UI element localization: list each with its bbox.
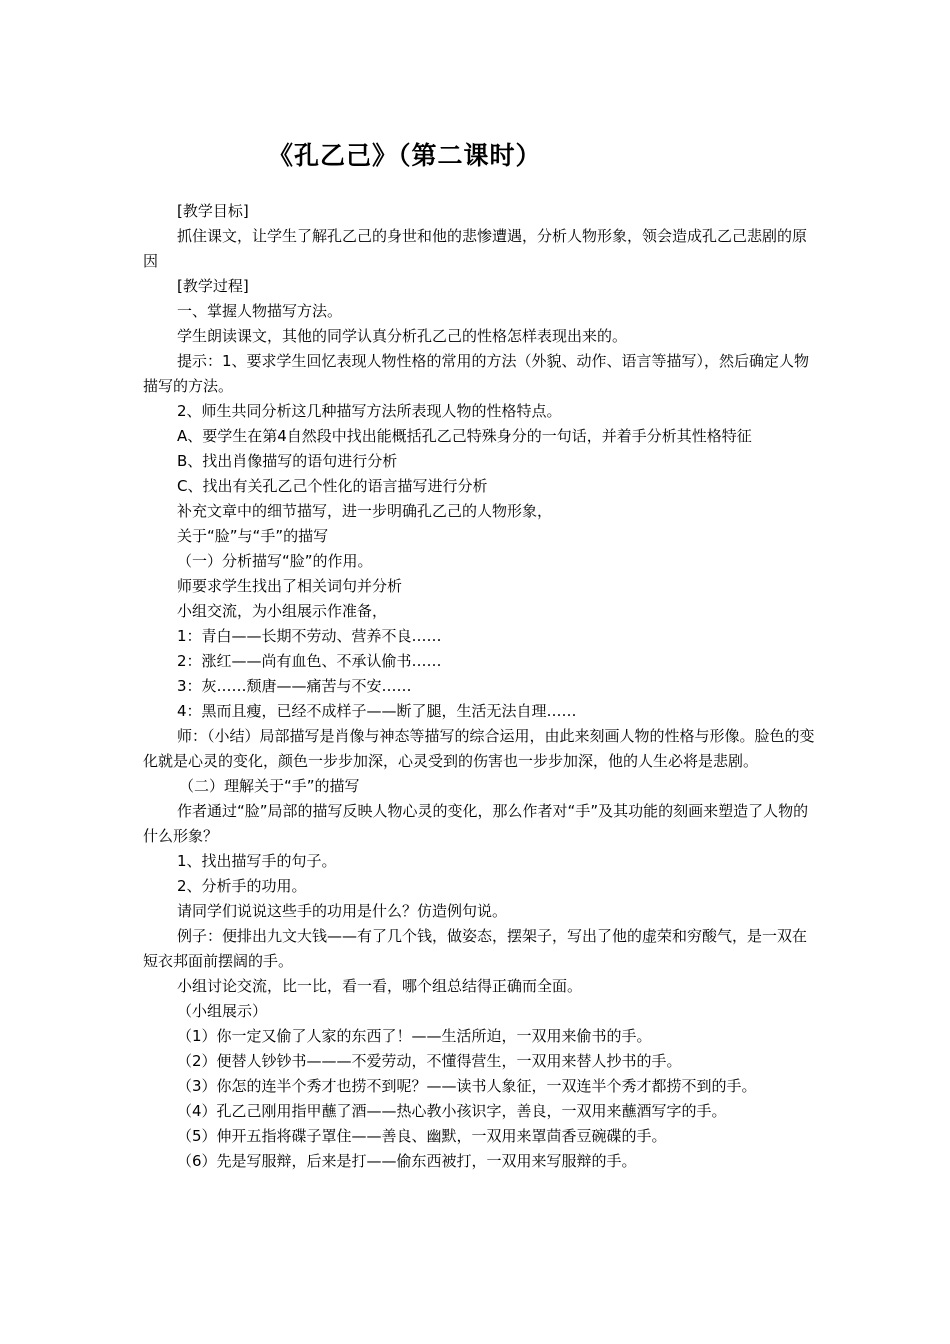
subsection-heading-group: （小组展示） bbox=[177, 1002, 268, 1020]
subsection-heading-hands: （二）理解关于“手”的描写 bbox=[179, 777, 360, 795]
document-body bbox=[143, 199, 818, 1174]
paragraph: 请同学们说说这些手的功用是什么？仿造例句说。 bbox=[177, 902, 508, 920]
paragraph: 2、分析手的功用。 bbox=[177, 877, 307, 895]
summary-paragraph: 师：（小结）局部描写是肖像与神态等描写的综合运用，由此来刻画人物的性格与形像。脸色的变化就是心灵的变化，颜色一步步加深，心灵受到的伤害也一步步加深，他的人生必将是悲剧。 bbox=[143, 727, 815, 770]
document-title: 《孔乙己》（第二课时） bbox=[268, 141, 542, 170]
paragraph: 小组讨论交流，比一比，看一看，哪个组总结得正确而全面。 bbox=[177, 977, 583, 995]
list-item: 1：青白——长期不劳动、营养不良…… bbox=[177, 627, 442, 645]
list-item: 4：黑而且瘦，已经不成样子——断了腿，生活无法自理…… bbox=[177, 702, 577, 720]
list-item: （5）伸开五指将碟子罩住——善良、幽默，一双用来罩茴香豆碗碟的手。 bbox=[177, 1127, 667, 1145]
paragraph: 作者通过“脸”局部的描写反映人物心灵的变化，那么作者对“手”及其功能的刻画来塑造了人物的什么形象？ bbox=[143, 802, 809, 845]
objective-text: 抓住课文，让学生了解孔乙己的身世和他的悲惨遭遇，分析人物形象，领会造成孔乙己悲剧的原因 bbox=[143, 227, 808, 270]
paragraph: 师要求学生找出了相关词句并分析 bbox=[177, 577, 403, 595]
list-item: （6）先是写服辩，后来是打——偷东西被打，一双用来写服辩的手。 bbox=[177, 1152, 637, 1170]
paragraph: 1、找出描写手的句子。 bbox=[177, 852, 337, 870]
list-item: （3）你怎的连半个秀才也捞不到呢？——读书人象征，一双连半个秀才都捞不到的手。 bbox=[177, 1077, 757, 1095]
paragraph: A、要学生在第4自然段中找出能概括孔乙己特殊身分的一句话，并着手分析其性格特征 bbox=[177, 427, 752, 445]
paragraph: 小组交流，为小组展示作准备， bbox=[177, 602, 388, 620]
list-item: （2）便替人钞钞书———不爱劳动，不懂得营生，一双用来替人抄书的手。 bbox=[177, 1052, 682, 1070]
example-paragraph: 例子：便排出九文大钱——有了几个钱，做姿态，摆架子，写出了他的虚荣和穷酸气，是一双在短衣邦面前摆阔的手。 bbox=[143, 927, 808, 970]
paragraph: 提示：1、要求学生回忆表现人物性格的常用的方法（外貌、动作、语言等描写），然后确定人物描写的方法。 bbox=[143, 352, 810, 395]
paragraph: 补充文章中的细节描写，进一步明确孔乙己的人物形象， bbox=[177, 502, 553, 520]
list-item: （4）孔乙己刚用指甲蘸了酒——热心教小孩识字，善良，一双用来蘸酒写字的手。 bbox=[177, 1102, 727, 1120]
paragraph: 学生朗读课文，其他的同学认真分析孔乙己的性格怎样表现出来的。 bbox=[177, 327, 628, 345]
paragraph: 2、师生共同分析这几种描写方法所表现人物的性格特点。 bbox=[177, 402, 562, 420]
paragraph: C、找出有关孔乙己个性化的语言描写进行分析 bbox=[177, 477, 488, 495]
subsection-heading-face: （一）分析描写“脸”的作用。 bbox=[177, 552, 373, 570]
paragraph: 关于“脸”与“手”的描写 bbox=[177, 527, 329, 545]
list-item: 3：灰……颓唐——痛苦与不安…… bbox=[177, 677, 412, 695]
list-item: 2：涨红——尚有血色、不承认偷书…… bbox=[177, 652, 442, 670]
paragraph: B、找出肖像描写的语句进行分析 bbox=[177, 452, 398, 470]
list-item: （1）你一定又偷了人家的东西了！——生活所迫，一双用来偷书的手。 bbox=[177, 1027, 652, 1045]
step-heading: 一、掌握人物描写方法。 bbox=[177, 302, 343, 320]
section-heading-process: [教学过程] bbox=[177, 277, 249, 295]
section-heading-objectives: [教学目标] bbox=[177, 202, 249, 220]
